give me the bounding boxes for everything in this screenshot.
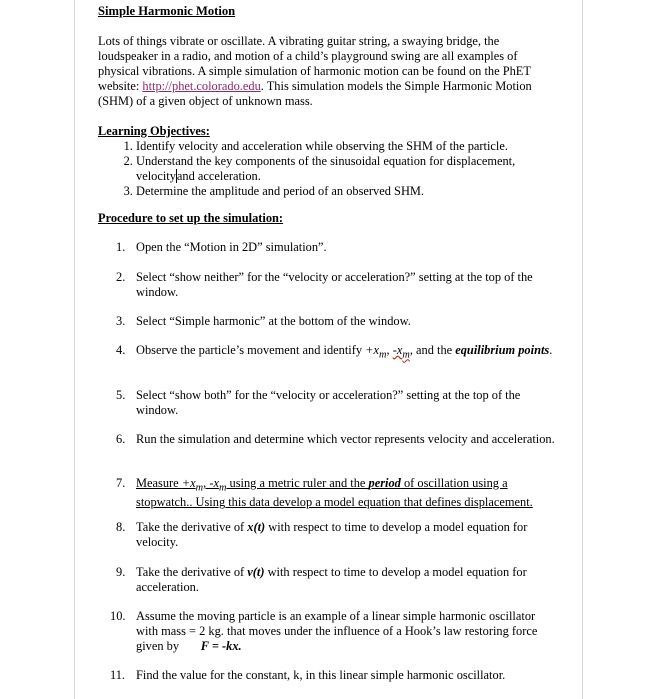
step-number: 2. <box>116 270 126 284</box>
step-number: 6. <box>116 432 126 446</box>
step-text: Select “show neither” for the “velocity or acceleration?” setting at the top of the window. <box>136 270 533 299</box>
step-number: 11. <box>110 668 126 682</box>
procedure-heading: Procedure to set up the simulation: <box>98 211 284 225</box>
step-text: Select “show both” for the “velocity or acceleration?” setting at the top of the window. <box>136 388 521 417</box>
page-margin-right <box>582 0 583 699</box>
step-text: Take the derivative of v(t) with respect to time to develop a model equation for acceleration. <box>136 565 527 594</box>
objective-item: 3. Determine the amplitude and period of an observed SHM. <box>136 184 558 199</box>
step-text: Find the value for the constant, k, in this linear simple harmonic oscillator. <box>136 668 506 682</box>
step-text: Assume the moving particle is an example of a linear simple harmonic oscillator with mass = 2 kg. that moves under the influence of a Hook’s law restoring force given by F = -kx. <box>136 609 538 653</box>
page-title: Simple Harmonic Motion <box>98 4 236 18</box>
step-number: 9. <box>116 565 126 579</box>
step-number: 8. <box>116 520 126 534</box>
page-margin-left <box>74 0 75 699</box>
intro-text: Lots of things vibrate or oscillate. A vibrating guitar string, a swaying bridge, the loudspeaker in a radio, and motion of a child’s playground swing are all examples of physical vibrations. A simple simulation of harmonic motion can be found on the PhET website: <box>98 34 531 93</box>
force-formula: F = -kx. <box>200 639 242 653</box>
intro-text-after: . This simulation models the Simple Harmonic Motion (SHM) of a given object of unknown mass. <box>98 79 532 108</box>
step-number: 1. <box>116 240 126 254</box>
step-number: 4. <box>116 343 126 357</box>
intro-paragraph <box>98 34 558 109</box>
objectives-heading: Learning Objectives: <box>98 124 210 138</box>
step-number: 5. <box>116 388 126 402</box>
objective-item: 2. Understand the key components of the sinusoidal equation for displacement, velocityand acceleration. <box>136 154 558 184</box>
step-text: Select “Simple harmonic” at the bottom of the window. <box>136 314 411 328</box>
step-number: 3. <box>116 314 126 328</box>
step-number: 10. <box>110 609 126 623</box>
phet-link[interactable]: http://phet.colorado.edu <box>142 79 261 93</box>
step-text: Run the simulation and determine which vector represents velocity and acceleration. <box>136 432 555 446</box>
objectives-list <box>98 139 558 199</box>
step-text: Open the “Motion in 2D” simulation”. <box>136 240 327 254</box>
objective-item: 1. Identify velocity and acceleration while observing the SHM of the particle. <box>136 139 558 154</box>
step-text: Observe the particle’s movement and identify $+x_m$, $-x_m$, and the equilibrium points. <box>136 343 553 361</box>
step-text: Measure $+x_m$, $-x_m$ using a metric ruler and the period of oscillation using a stopwatch.. Using this data develop a model equation that defines displacement. <box>136 476 533 510</box>
step-text: Take the derivative of x(t) with respect to time to develop a model equation for velocity. <box>136 520 528 549</box>
step-number: 7. <box>116 476 126 490</box>
document-body <box>98 4 558 226</box>
